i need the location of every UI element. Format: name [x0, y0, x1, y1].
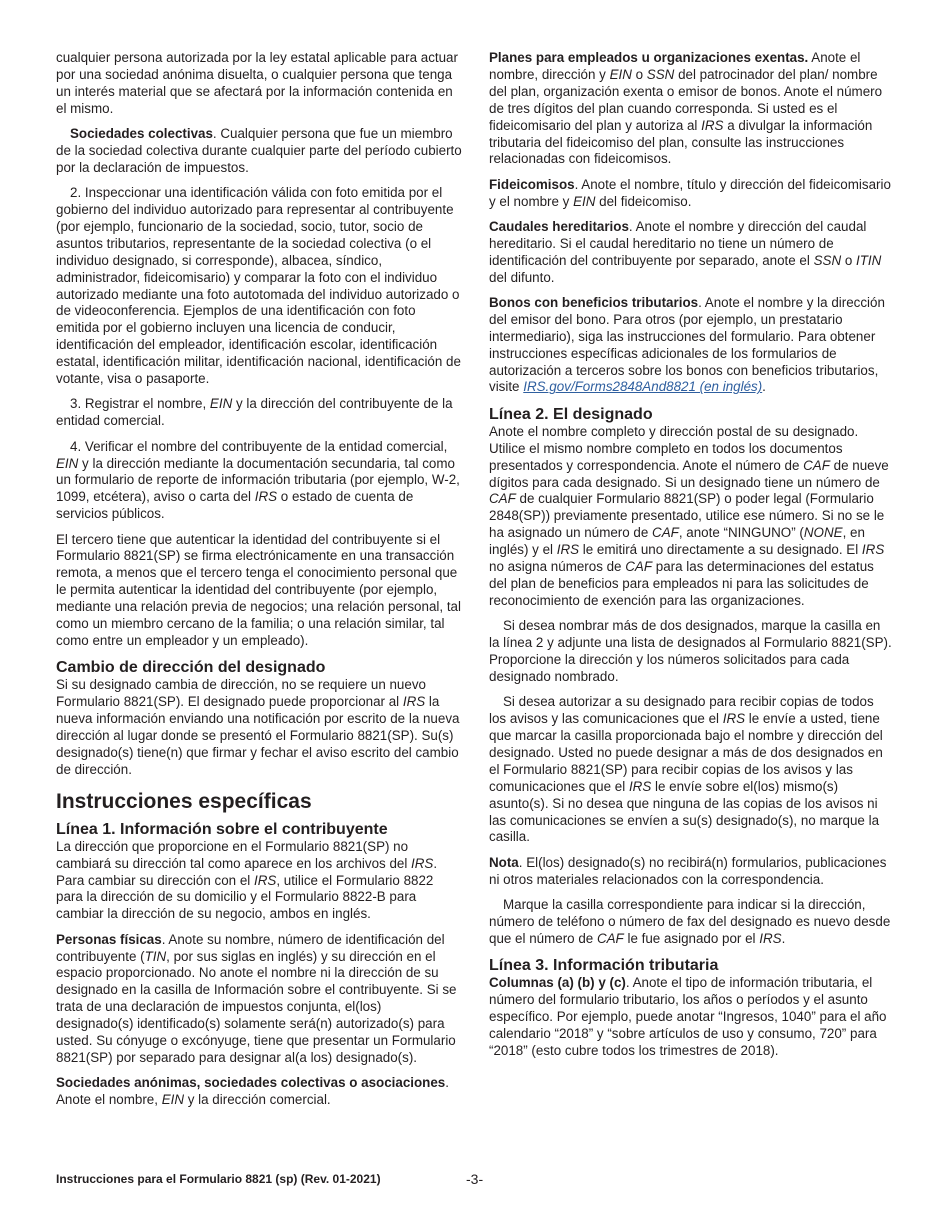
paragraph-step-3: 3. Registrar el nombre, EIN y la dirección del contribuyente de la entidad comercial. — [56, 396, 453, 429]
page-number: -3- — [466, 1171, 484, 1187]
paragraph-nota: Nota. El(los) designado(s) no recibirá(n) formularios, publicaciones ni otros materiales relacionados con la correspondencia. — [489, 854, 887, 887]
paragraph-planes-empleados: Planes para empleados u organizaciones exentas. Anote el nombre, dirección y EIN o SSN del patrocinador del plan/ nombre del plan, organización exenta o emisor de bonos. Anote el número de tres dígitos del plan cuando corresponda. Si usted es el fideicomisario del plan y autoriza al IRS a divulgar la información tributaria del fideicomiso del plan, consulte las instrucciones relacionadas con fideicomisos. — [489, 50, 883, 167]
heading-instrucciones-especificas: Instrucciones específicas — [56, 789, 312, 813]
paragraph-copias-avisos: Si desea autorizar a su designado para recibir copias de todos los avisos y las comunicaciones que el IRS le envíe a usted, tiene que marcar la casilla proporcionada bajo el nombre y dirección del designado. Usted no puede designar a más de dos designados en el Formulario 8821(SP) para recibir copias de los avisos y las comunicaciones que el IRS le envíe sobre el(los) mismo(s) asunto(s). Si no desea que ninguna de las copias de los avisos ni las comunicaciones se envíen a su(s) designado(s), no marque la casilla. — [489, 694, 883, 845]
paragraph-sociedades-colectivas: Sociedades colectivas. Cualquier persona que fue un miembro de la sociedad colectiva durante cualquier parte del período cubierto por la declaración de impuestos. — [56, 126, 462, 175]
paragraph-linea-1: La dirección que proporcione en el Formulario 8821(SP) no cambiará su dirección tal como aparece en los archivos del IRS. Para cambiar su dirección con el IRS, utilice el Formulario 8822 para la dirección de su domicilio y el Formulario 8822-B para cambiar la dirección de su negocio, ambos en inglés. — [56, 838, 438, 922]
paragraph-fideicomisos: Fideicomisos. Anote el nombre, título y dirección del fideicomisario y el nombre y EIN del fideicomiso. — [489, 176, 891, 209]
paragraph-sociedades-anonimas: Sociedades anónimas, sociedades colectivas o asociaciones. Anote el nombre, EIN y la dirección comercial. — [56, 1075, 449, 1108]
heading-linea-2: Línea 2. El designado — [489, 405, 653, 423]
left-column — [56, 50, 462, 1117]
paragraph-autenticar: El tercero tiene que autenticar la identidad del contribuyente si el Formulario 8821(SP) se firma electrónicamente en una transacción remota, a menos que el tercero tenga el conocimiento personal que le permita autenticar la identidad del contribuyente (por ejemplo, mediante una relación previa de negocios; una relación personal, tal como un miembro cercano de la familia; o una relación similar, tal como entre un empleador y un empleado). — [56, 531, 461, 648]
irs-forms-link[interactable]: IRS.gov/Forms2848And8821 (en inglés) — [523, 379, 763, 395]
paragraph-linea-2: Anote el nombre completo y dirección postal de su designado. Utilice el mismo nombre completo en todos los documentos presentados y correspondencia. Anote el número de CAF de nueve dígitos para cada designado. Si un designado tiene un número de CAF de cualquier Formulario 8821(SP) o poder legal (Formulario 2848(SP)) previamente presentado, utilice ese número. Si no se le ha asignado un número de CAF, anote “NINGUNO” (NONE, en inglés) y el IRS le emitirá uno directamente a su designado. El IRS no asigna números de CAF para las determinaciones del estatus del plan de beneficios para empleados ni para las solicitudes de reconocimiento de exención para las organizaciones. — [489, 423, 889, 608]
paragraph-marque-casilla: Marque la casilla correspondiente para indicar si la dirección, número de teléfono o número de fax del designado es nuevo desde que el número de CAF le fue asignado por el IRS. — [489, 896, 891, 946]
paragraph-step-2: 2. Inspeccionar una identificación válida con foto emitida por el gobierno del individuo autorizado para representar al contribuyente (por ejemplo, funcionario de la sociedad, socio, tutor, socio de asuntos tributarios, representante de la sociedad colectiva (o el individuo designado, si corresponde), albacea, síndico, administrador, fideicomisario) y comparar la foto con el individuo autorizado mediante una foto autotomada del individuo autorizado o de videoconferencia. Ejemplos de una identificación con foto emitida por el gobierno incluyen una licencia de conducir, identificación del empleador, identificación escolar, identificación estatal, identificación militar, identificación nacional, identificación de votante, visa o pasaporte. — [56, 185, 461, 387]
paragraph-bonos: Bonos con beneficios tributarios. Anote el nombre y la dirección del emisor del bono. Para otros (por ejemplo, un prestatario intermediario), siga las instrucciones del formulario. Para obtener instrucciones específicas adicionales de los formularios de autorización a terceros sobre los bonos con beneficios tributarios, visite IRS.gov/Forms2848And8821 (en inglés). — [489, 294, 885, 395]
paragraph: cualquier persona autorizada por la ley estatal aplicable para actuar por una sociedad anónima disuelta, o cualquier persona que tenga un interés material que se afectará por la información contenida en el mismo. — [56, 50, 458, 116]
heading-linea-1: Línea 1. Información sobre el contribuyente — [56, 820, 388, 838]
paragraph-caudales-hereditarios: Caudales hereditarios. Anote el nombre y dirección del caudal hereditario. Si el caudal hereditario no tiene un número de identificación del contribuyente por separado, anote el SSN o ITIN del difunto. — [489, 218, 882, 285]
paragraph-step-4: 4. Verificar el nombre del contribuyente de la entidad comercial, EIN y la dirección mediante la documentación secundaria, tal como un formulario de reporte de información tributaria (por ejemplo, W-2, 1099, etcétera), aviso o carta del IRS o estado de cuenta de servicios públicos. — [56, 438, 460, 522]
footer-form-title: Instrucciones para el Formulario 8821 (sp) (Rev. 01-2021) — [56, 1172, 381, 1186]
heading-cambio-direccion: Cambio de dirección del designado — [56, 659, 326, 677]
heading-linea-3: Línea 3. Información tributaria — [489, 957, 719, 975]
paragraph-mas-de-dos: Si desea nombrar más de dos designados, marque la casilla en la línea 2 y adjunte una lista de designados al Formulario 8821(SP). Proporcione la dirección y los números solicitados para cada designado nombrado. — [489, 618, 892, 684]
paragraph-cambio-direccion: Si su designado cambia de dirección, no se requiere un nuevo Formulario 8821(SP). El designado puede proporcionar al IRS la nueva información enviando una notificación por escrito de la nueva dirección al lugar donde se presentó el Formulario 8821(SP). Su(s) designado(s) tiene(n) que firmar y fechar el aviso escrito del cambio de dirección. — [56, 677, 460, 777]
paragraph-columnas: Columnas (a) (b) y (c). Anote el tipo de información tributaria, el número del formulario tributario, los años o períodos y el asunto específico. Por ejemplo, puede anotar “Ingresos, 1040” para el año calendario “2018” y “sobre artículos de uso y consumo, 720” para “2018” (esto cubre todos los trimestres de 2018). — [489, 975, 887, 1058]
paragraph-personas-fisicas: Personas físicas. Anote su nombre, número de identificación del contribuyente (TIN, por sus siglas en inglés) y su dirección en el espacio proporcionado. No anote el nombre ni la dirección de su designado en la casilla de Información sobre el contribuyente. Si se trata de una declaración de impuestos conjunta, el(los) designado(s) identificado(s) solamente será(n) autorizado(s) para usted. Su cónyuge o excónyuge, tiene que presentar un Formulario 8821(SP) por separado para designar al(a los) designado(s). — [56, 931, 457, 1065]
right-column — [489, 50, 893, 1068]
